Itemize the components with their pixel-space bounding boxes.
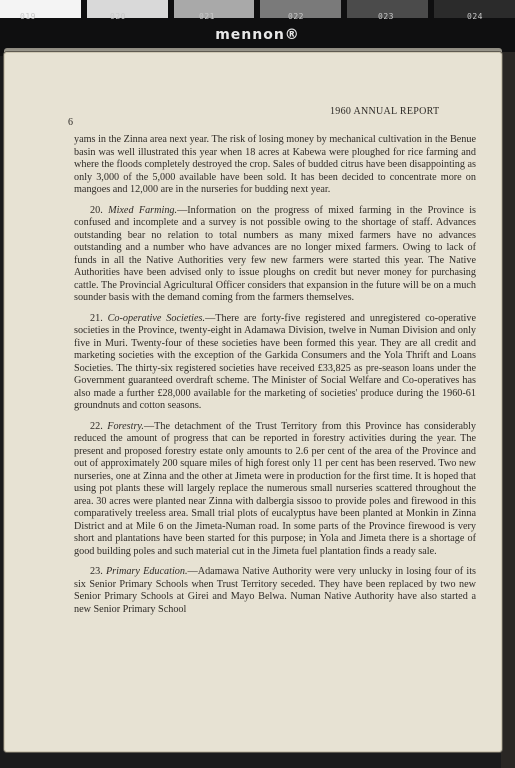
paragraph-number: 21. [90, 312, 108, 324]
frame-number: 024 [467, 12, 483, 21]
paragraph-number: 23. [90, 566, 106, 577]
swatch-light-gray [87, 0, 168, 18]
paragraph-text: —Information on the progress of mixed farming in the Province is confused and incomplete and a survey is not possible owing to the shortage of staff. Advances outstanding bear no relation to total numbers as many mixed farmers have no advances outstanding and a number who have advances are no longer mixed farmers. Owing to lack of funds in all the Native Authorities very few new farmers were started this year. The Native Authorities have been advised only to issue ploughs on credit but never money for purchasing cattle. The Provincial Agricultural Officer considers that expansion in the future will be on a much sounder basis with the demand coming from the farmers themselves. [74, 204, 476, 303]
frame-number: 022 [288, 12, 304, 21]
swatch-white [0, 0, 81, 18]
frame-number: 021 [199, 12, 215, 21]
paragraph-number: 20. [90, 204, 109, 216]
paragraph-text: yams in the Zinna area next year. The risk of losing money by mechanical cultivation in the Benue basin was well illustrated this year when 18 acres at Kabewa were ploughed for rice farming and where the floods completely destroyed the crop. Sales of budded citrus have been disappointing as only 3,000 of the 5,000 available have been sold. It has been decided to concentrate more on mangoes and 12,000 are in the nurseries for budding next year. [74, 134, 476, 195]
color-calibration-swatches [0, 0, 515, 18]
section-heading: Forestry. [107, 420, 144, 432]
page-number: 6 [68, 117, 73, 128]
paragraph-forestry [74, 421, 476, 559]
paragraph-co-operative-societies [74, 313, 476, 413]
frame-number: 019 [20, 12, 36, 21]
paragraph-text: —Adamawa Native Authority were very unlucky in losing four of its six Senior Primary Schools when Trust Territory seceded. They have been replaced by two new Senior Primary Schools at Girei and Mayo Belwa. Numan Native Authority have also started a new Senior Primary School [74, 566, 476, 615]
paragraph-continuation [74, 134, 476, 197]
section-heading: Mixed Farming. [108, 204, 178, 216]
paragraph-text: —The detachment of the Trust Territory from this Province has considerably reduced the amount of progress that can be reported in forestry activities during the year. The present and proposed forestry estate only amounts to 2.6 per cent of the area of the Province and out of approximately 200 square miles of high forest only 11 per cent has been reserved. Two new nurseries, one at Zinna and the other at Jimeta were in production for the first time. It is hoped that using pot plants these will largely replace the numerous small nurseries scattered throughout the area. 30 acres were planted near Zinna with dalbergia sissoo to provide poles and firewood in this comparatively treeless area. Small trial plots of eucalyptus have been planted at Monkin in Zinna District and at Mile 6 on the Jimeta-Numan road. In some parts of the Province firewood is very short and plantations have been started for this purpose; in Yola and Jimeta there is a shortage of good building poles and such material cut in the Jimeta fuel plantation finds a ready sale. [74, 420, 477, 557]
frame-number: 020 [110, 12, 126, 21]
scanner-brand-logo: mennon® [215, 27, 300, 43]
paragraph-mixed-farming [74, 205, 476, 305]
section-heading: Co-operative Societies. [107, 312, 206, 324]
paragraph-number: 22. [90, 420, 108, 432]
paragraph-primary-education [74, 566, 476, 616]
running-head: 1960 ANNUAL REPORT [330, 106, 440, 117]
frame-number: 023 [378, 12, 394, 21]
book-binding-edge [501, 52, 515, 768]
report-body [74, 134, 476, 624]
section-heading: Primary Education. [105, 566, 188, 577]
paragraph-text: —There are forty-five registered and unregistered co-operative societies in the Province, twenty-eight in Adamawa Division, twelve in Numan Division and only five in Muri. Twenty-four of these societies have been formed this year. They are all credit and marketing societies with the exception of the Garkida Consumers and the Yola Thrift and Loans Societies. The thirty-six registered societies have received £33,825 as pre-season loans under the Government guaranteed overdraft scheme. The Minister of Social Welfare and Co-operatives has also made a further £28,000 available for the marketing of societies' produce during the 1960-61 groundnuts and cotton seasons. [74, 312, 477, 411]
